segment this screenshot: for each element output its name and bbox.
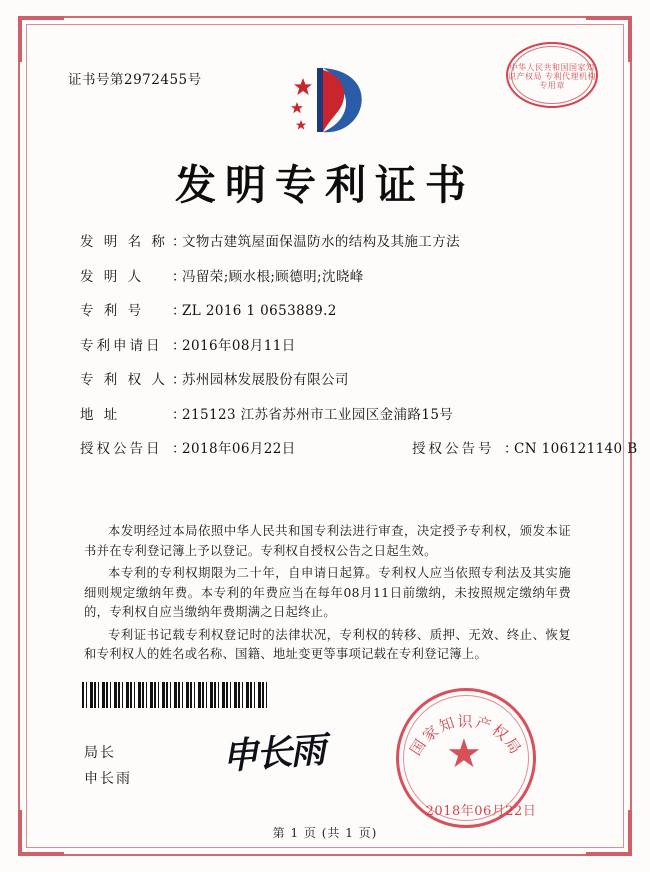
field-label: 专 利 权 人 — [80, 372, 168, 388]
field-colon: ： — [172, 441, 186, 457]
seal-date: 2018年06月22日 — [425, 804, 537, 819]
field-row-inventors — [80, 268, 580, 286]
certificate-number: 证书号第2972455号 — [68, 72, 202, 88]
legal-text-block — [84, 522, 571, 668]
field-value: 2016年08月11日 — [182, 337, 296, 354]
agency-seal-top-right — [506, 42, 598, 108]
field-colon: ： — [172, 337, 186, 354]
cnipa-logo-icon — [283, 58, 377, 144]
field-list — [80, 233, 638, 475]
field-label: 发 明 人 — [80, 268, 145, 285]
barcode — [82, 682, 268, 708]
field-value: 冯留荣;顾水根;顾德明;沈晓峰 — [182, 268, 364, 285]
field-colon: ： — [172, 268, 186, 285]
page-title: 发明专利证书 — [175, 161, 475, 209]
field-value: 215123 江苏省苏州市工业园区金浦路15号 — [182, 406, 454, 423]
field-colon: ： — [172, 372, 186, 388]
field-colon: ： — [172, 406, 186, 423]
director-name-label: 申长雨 — [84, 771, 132, 787]
field-colon: ： — [504, 441, 518, 457]
legal-paragraph-2: 本专利的专利权期限为二十年，自申请日起算。专利权人应当依照专利法及其实施细则规定缴纳年费。本专利的年费应当在每年08月11日前缴纳，未按照规定缴纳年费的，专利权自应当缴纳年费期满之日起终止。 — [84, 566, 571, 619]
field-value-grant-date: 2018年06月22日 — [182, 441, 296, 457]
field-colon: ： — [172, 234, 186, 250]
field-label: 地 址 — [80, 406, 121, 423]
field-row-address — [80, 406, 580, 424]
field-row-application-date — [80, 337, 580, 355]
field-label-grant-date: 授权公告日 — [80, 441, 163, 457]
field-row-patentee — [80, 371, 580, 389]
field-label: 专利申请日 — [80, 337, 163, 354]
seal-top-text: 中华人民共和国国家知识产权局 专利代理机构专用章 — [507, 63, 597, 90]
field-value: 文物古建筑屋面保温防水的结构及其施工方法 — [182, 234, 460, 250]
field-label: 专 利 号 — [80, 303, 145, 319]
legal-paragraph-1: 本发明经过本局依照中华人民共和国专利法进行审查，决定授予专利权，颁发本证书并在专利登记簿上予以登记。专利权自授权公告之日起生效。 — [84, 524, 571, 558]
page-footer: 第 1 页 (共 1 页) — [272, 826, 378, 840]
field-row-patent-number — [80, 302, 580, 320]
field-value: 苏州园林发展股份有限公司 — [182, 372, 349, 388]
director-role-label: 局长 — [84, 745, 116, 761]
director-handwritten-signature: 申长雨 — [220, 728, 326, 778]
field-label: 发 明 名 称 — [80, 234, 168, 250]
field-value: ZL 2016 1 0653889.2 — [182, 303, 337, 319]
seal-star-icon: ★ — [446, 731, 482, 777]
field-value-grant-number: CN 106121140 B — [514, 441, 638, 457]
field-row-invention-name — [80, 233, 580, 251]
seal-arc-label: 国家知识产权局 — [406, 712, 526, 759]
legal-paragraph-3: 专利证书记载专利权登记时的法律状况，专利权的转移、质押、无效、终止、恢复和专利权人的姓名或名称、国籍、地址变更等事项记载在专利登记簿上。 — [84, 627, 571, 661]
field-label-grant-number: 授权公告号 — [412, 441, 495, 457]
field-colon: ： — [172, 303, 186, 319]
corner-ornament-top-left — [18, 16, 64, 62]
field-row-grant-announcement — [80, 440, 638, 458]
